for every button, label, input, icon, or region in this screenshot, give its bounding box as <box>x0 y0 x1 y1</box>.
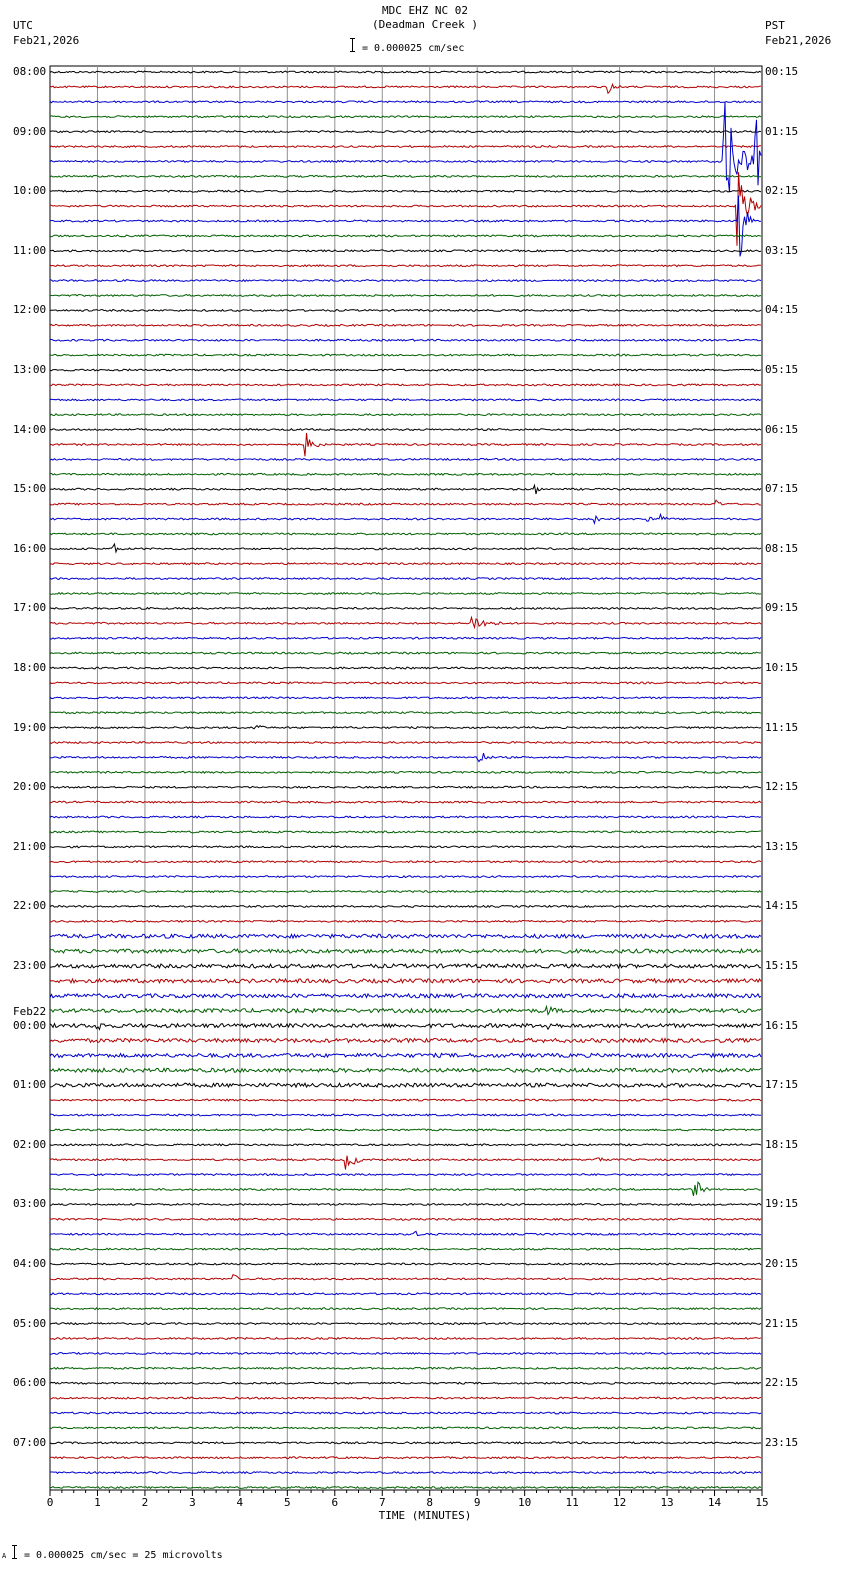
trace-row-74 <box>50 1174 761 1176</box>
trace-row-35 <box>50 593 761 595</box>
station-title: MDC EHZ NC 02 <box>381 4 469 17</box>
trace-row-29 <box>50 500 761 505</box>
left-date: Feb21,2026 <box>13 34 80 47</box>
trace-row-69 <box>50 1099 761 1101</box>
x-tick-label-12: 12 <box>612 1496 627 1509</box>
trace-row-22 <box>50 399 761 401</box>
utc-hour-label: 08:00 <box>13 65 47 78</box>
trace-row-72 <box>50 1144 761 1146</box>
trace-row-25 <box>50 433 761 456</box>
trace-row-21 <box>50 384 761 386</box>
trace-row-55 <box>50 891 761 893</box>
trace-row-68 <box>50 1083 761 1087</box>
trace-row-58 <box>50 934 761 938</box>
x-tick-label-2: 2 <box>141 1496 149 1509</box>
trace-row-44 <box>50 726 761 729</box>
utc-hour-label: 00:00 <box>13 1018 47 1032</box>
x-axis-label: TIME (MINUTES) <box>378 1509 472 1522</box>
trace-row-15 <box>50 295 761 297</box>
trace-row-7 <box>50 175 761 177</box>
pst-hour-label: 14:15 <box>765 899 799 913</box>
utc-hour-label: 13:00 <box>13 363 47 376</box>
pst-hour-label: 11:15 <box>765 720 799 734</box>
pst-hour-label: 03:15 <box>765 243 799 257</box>
pst-hour-label: 23:15 <box>765 1435 799 1449</box>
utc-hour-label: 19:00 <box>13 720 47 734</box>
pst-hour-label: 12:15 <box>765 780 799 794</box>
utc-hour-label: 05:00 <box>13 1316 47 1330</box>
trace-row-1 <box>50 84 761 93</box>
pst-hour-label: 00:15 <box>765 65 799 78</box>
trace-row-76 <box>50 1204 761 1206</box>
trace-row-83 <box>50 1308 761 1310</box>
x-tick-label-15: 15 <box>755 1496 769 1509</box>
right-date: Feb21,2026 <box>765 34 832 47</box>
footer-scale-bar <box>14 1545 15 1559</box>
header-scale-bar <box>352 38 353 52</box>
trace-row-42 <box>50 697 761 699</box>
trace-row-2 <box>50 101 761 103</box>
trace-row-88 <box>50 1382 761 1384</box>
trace-row-11 <box>50 235 761 237</box>
trace-row-31 <box>50 533 761 535</box>
utc-hour-label: 03:00 <box>13 1197 47 1211</box>
trace-row-64 <box>50 1024 761 1030</box>
trace-row-95 <box>50 1487 761 1489</box>
trace-row-8 <box>50 190 761 192</box>
pst-hour-label: 05:15 <box>765 363 799 376</box>
trace-row-65 <box>50 1039 761 1043</box>
trace-row-34 <box>50 578 761 580</box>
utc-hour-label: 12:00 <box>13 303 47 317</box>
utc-hour-label: 04:00 <box>13 1257 47 1270</box>
x-tick-label-4: 4 <box>236 1496 244 1509</box>
trace-row-84 <box>50 1323 761 1325</box>
trace-row-59 <box>50 949 761 953</box>
trace-row-4 <box>50 131 761 133</box>
trace-row-87 <box>50 1367 761 1369</box>
trace-row-19 <box>50 354 761 356</box>
station-subtitle: (Deadman Creek ) <box>372 18 478 31</box>
trace-row-20 <box>50 369 761 371</box>
trace-row-86 <box>50 1353 761 1355</box>
trace-row-13 <box>50 265 761 267</box>
utc-hour-label: 17:00 <box>13 601 47 615</box>
trace-row-51 <box>50 831 761 833</box>
x-tick-label-8: 8 <box>426 1496 434 1509</box>
trace-row-28 <box>50 485 761 494</box>
trace-row-94 <box>50 1472 761 1474</box>
trace-row-91 <box>50 1427 761 1429</box>
trace-row-33 <box>50 563 761 565</box>
trace-row-37 <box>50 617 761 627</box>
pst-hour-label: 01:15 <box>765 124 799 138</box>
trace-row-39 <box>50 652 761 654</box>
x-tick-label-7: 7 <box>378 1496 386 1509</box>
trace-row-43 <box>50 712 761 714</box>
utc-hour-label: 09:00 <box>13 124 47 138</box>
trace-row-32 <box>50 544 761 552</box>
utc-hour-label: 15:00 <box>13 482 47 496</box>
pst-hour-label: 16:15 <box>765 1018 799 1032</box>
footer-scale-text: = 0.000025 cm/sec = 25 microvolts <box>24 1550 223 1561</box>
trace-row-14 <box>50 280 761 282</box>
trace-row-23 <box>50 414 761 416</box>
pst-hour-label: 10:15 <box>765 661 799 674</box>
trace-row-82 <box>50 1293 761 1295</box>
pst-hour-label: 22:15 <box>765 1376 799 1390</box>
trace-row-9 <box>50 172 761 246</box>
trace-row-62 <box>50 994 761 998</box>
x-tick-label-9: 9 <box>473 1496 481 1509</box>
trace-row-89 <box>50 1397 761 1399</box>
trace-row-73 <box>50 1156 761 1170</box>
pst-hour-label: 18:15 <box>765 1137 799 1151</box>
utc-hour-label: 22:00 <box>13 899 47 913</box>
trace-row-61 <box>50 979 761 983</box>
trace-row-54 <box>50 876 761 878</box>
pst-hour-label: 21:15 <box>765 1316 799 1330</box>
trace-row-0 <box>50 71 761 73</box>
trace-row-67 <box>50 1068 761 1072</box>
pst-hour-label: 19:15 <box>765 1197 799 1211</box>
x-tick-label-13: 13 <box>660 1496 674 1509</box>
trace-row-77 <box>50 1218 761 1220</box>
header-scale-text: = 0.000025 cm/sec <box>362 43 465 54</box>
utc-hour-label: 20:00 <box>13 780 47 794</box>
trace-row-12 <box>50 250 761 252</box>
trace-row-85 <box>50 1338 761 1340</box>
utc-hour-label: 11:00 <box>13 243 47 257</box>
pst-hour-label: 02:15 <box>765 184 799 198</box>
trace-row-78 <box>50 1231 761 1235</box>
utc-hour-label: 07:00 <box>13 1435 47 1449</box>
trace-row-57 <box>50 920 761 922</box>
x-tick-label-1: 1 <box>94 1496 101 1509</box>
x-tick-label-5: 5 <box>284 1496 291 1509</box>
trace-row-49 <box>50 801 761 803</box>
pst-hour-label: 04:15 <box>765 303 799 317</box>
x-tick-label-11: 11 <box>565 1496 579 1509</box>
pst-hour-label: 08:15 <box>765 541 799 555</box>
trace-row-24 <box>50 429 761 431</box>
trace-row-26 <box>50 459 761 461</box>
trace-row-71 <box>50 1129 761 1131</box>
trace-row-17 <box>50 324 761 326</box>
trace-row-16 <box>50 310 761 312</box>
utc-hour-label: 23:00 <box>13 959 47 972</box>
trace-row-93 <box>50 1457 761 1459</box>
x-tick-label-3: 3 <box>189 1496 196 1509</box>
x-tick-label-6: 6 <box>331 1496 339 1509</box>
plot-frame <box>50 66 762 1490</box>
pst-hour-label: 17:15 <box>765 1078 799 1092</box>
trace-row-45 <box>50 742 761 744</box>
footer-scale-prefix: A <box>2 1552 7 1560</box>
date-change-label: Feb22 <box>13 1004 47 1018</box>
trace-row-10 <box>50 196 761 257</box>
trace-row-38 <box>50 637 761 639</box>
trace-row-66 <box>50 1053 761 1057</box>
trace-row-3 <box>50 116 761 118</box>
trace-row-60 <box>50 964 761 968</box>
trace-row-79 <box>50 1248 761 1250</box>
trace-row-90 <box>50 1412 761 1414</box>
trace-row-48 <box>50 786 761 788</box>
trace-row-70 <box>50 1114 761 1116</box>
pst-hour-label: 13:15 <box>765 839 799 853</box>
utc-hour-label: 18:00 <box>13 661 47 674</box>
utc-hour-label: 16:00 <box>13 541 47 555</box>
left-timezone: UTC <box>13 19 33 32</box>
trace-row-53 <box>50 861 761 863</box>
trace-row-81 <box>50 1275 761 1280</box>
x-tick-label-14: 14 <box>707 1496 722 1509</box>
trace-row-30 <box>50 514 761 523</box>
utc-hour-label: 10:00 <box>13 184 47 198</box>
utc-hour-label: 02:00 <box>13 1137 47 1151</box>
trace-row-27 <box>50 473 761 475</box>
x-tick-label-0: 0 <box>46 1496 54 1509</box>
utc-hour-label: 01:00 <box>13 1078 47 1092</box>
pst-hour-label: 15:15 <box>765 959 799 972</box>
trace-row-75 <box>50 1182 761 1196</box>
pst-hour-label: 20:15 <box>765 1257 799 1270</box>
pst-hour-label: 09:15 <box>765 601 799 615</box>
pst-hour-label: 06:15 <box>765 422 799 436</box>
trace-row-18 <box>50 339 761 341</box>
trace-row-36 <box>50 608 761 610</box>
trace-row-40 <box>50 667 761 669</box>
trace-row-80 <box>50 1263 761 1265</box>
utc-hour-label: 06:00 <box>13 1376 47 1390</box>
trace-row-63 <box>50 1007 761 1015</box>
right-timezone: PST <box>765 19 785 32</box>
x-tick-label-10: 10 <box>518 1496 532 1509</box>
trace-row-56 <box>50 906 761 908</box>
pst-hour-label: 07:15 <box>765 482 799 496</box>
trace-row-47 <box>50 771 761 773</box>
trace-row-52 <box>50 846 761 848</box>
trace-row-50 <box>50 816 761 818</box>
trace-row-5 <box>50 146 761 148</box>
trace-row-92 <box>50 1442 761 1444</box>
utc-hour-label: 14:00 <box>13 422 47 436</box>
trace-row-46 <box>50 753 761 762</box>
trace-row-41 <box>50 682 761 684</box>
utc-hour-label: 21:00 <box>13 839 47 853</box>
